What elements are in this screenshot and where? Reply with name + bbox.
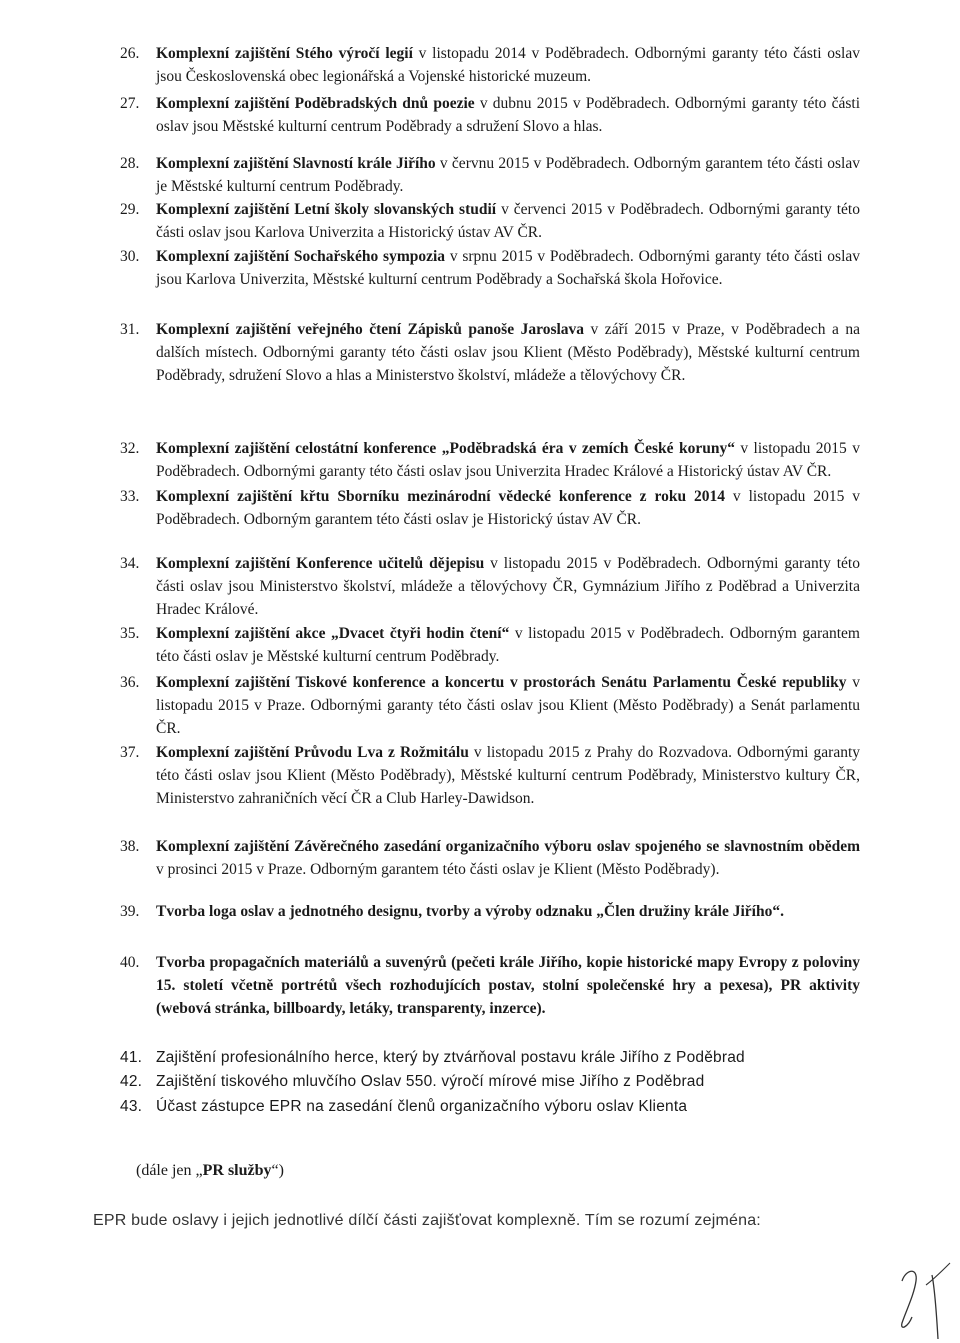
item-text xyxy=(156,671,860,741)
item-number: 33. xyxy=(120,488,140,505)
item-text xyxy=(156,835,860,881)
list-item xyxy=(120,92,860,138)
item-bold-text: Komplexní zajištění akce „Dvacet čtyři hodin čtení“ xyxy=(156,625,510,642)
item-number: 41. xyxy=(120,1049,143,1066)
item-number: 28. xyxy=(120,155,140,172)
item-number: 30. xyxy=(120,248,140,265)
item-number: 26. xyxy=(120,45,140,62)
item-plain-text: v listopadu 2014 v Poděbradech. Odbornými garanty této části oslav jsou Československá obec legionářská a Vojenské historické muzeum. xyxy=(156,45,860,86)
item-text xyxy=(156,552,860,622)
item-bold-text: Komplexní zajištění Sochařského sympozia xyxy=(156,248,446,265)
item-bold-text: Komplexní zajištění Letní školy slovanských studií xyxy=(156,201,497,218)
item-number: 42. xyxy=(120,1073,143,1090)
item-number: 39. xyxy=(120,903,140,920)
item-bold-text: Komplexní zajištění Závěrečného zasedání organizačního výboru oslav spojeného se slavnostním obědem xyxy=(156,838,860,855)
item-plain-text: Zajištění profesionálního herce, který by ztvárňoval postavu krále Jiřího z Poděbrad xyxy=(156,1049,745,1066)
item-text xyxy=(156,92,860,138)
item-number: 38. xyxy=(120,838,140,855)
item-number: 43. xyxy=(120,1098,143,1115)
list-item xyxy=(120,1095,860,1118)
list-item xyxy=(120,835,860,881)
pr-services-note: (dále jen „PR služby“) xyxy=(136,1162,284,1179)
item-plain-text: v září 2015 v Praze, v Poděbradech a na dalších místech. Odbornými garanty této části oslav jsou Klient (Město Poděbrady), Městské kulturní centrum Poděbrady, sdružení Slovo a hlas a Ministerstvo školství, mládeže a tělovýchovy ČR. xyxy=(156,321,860,385)
item-bold-text: Komplexní zajištění celostátní konference „Poděbradská éra v zemích České koruny“ xyxy=(156,440,735,457)
item-bold-text: Komplexní zajištění Tiskové konference a koncertu v prostorách Senátu Parlamentu České republiky xyxy=(156,674,847,691)
item-plain-text: Zajištění tiskového mluvčího Oslav 550. výročí mírové mise Jiřího z Poděbrad xyxy=(156,1073,705,1090)
list-item xyxy=(120,485,860,531)
item-number: 31. xyxy=(120,321,140,338)
item-plain-text: v červnu 2015 v Poděbradech. Odborným garantem této části oslav je Městské kulturní centrum Poděbrady. xyxy=(156,155,860,196)
item-text xyxy=(156,951,860,1021)
item-text xyxy=(156,318,860,388)
item-bold-text: Komplexní zajištění Slavností krále Jiřího xyxy=(156,155,436,172)
list-item xyxy=(120,741,860,811)
item-plain-text: v listopadu 2015 v Poděbradech. Odbornými garanty této části oslav jsou Univerzita Hradec Králové a Historický ústav AV ČR. xyxy=(156,440,860,481)
list-item xyxy=(120,622,860,668)
item-text xyxy=(156,1070,860,1093)
item-bold-text: Komplexní zajištění Poděbradských dnů poezie xyxy=(156,95,475,112)
item-text xyxy=(156,485,860,531)
list-item xyxy=(120,42,860,88)
closing-sentence: EPR bude oslavy i jejich jednotlivé dílčí části zajišťovat komplexně. Tím se rozumí zejména: xyxy=(93,1212,761,1229)
item-text xyxy=(156,741,860,811)
list-item xyxy=(120,198,860,244)
item-bold-text: Komplexní zajištění křtu Sborníku mezinárodní vědecké konference z roku 2014 xyxy=(156,488,725,505)
item-number: 29. xyxy=(120,201,140,218)
item-text xyxy=(156,42,860,88)
item-plain-text: Účast zástupce EPR na zasedání členů organizačního výboru oslav Klienta xyxy=(156,1098,688,1115)
item-number: 32. xyxy=(120,440,140,457)
list-item xyxy=(120,951,860,1021)
item-bold-text: Komplexní zajištění Konference učitelů dějepisu xyxy=(156,555,485,572)
item-plain-text: v listopadu 2015 z Prahy do Rozvadova. Odbornými garanty této části oslav jsou Klient (Město Poděbrady), Městské kulturní centrum Poděbrady, Ministerstvo kultury ČR, Ministerstvo zahraničních věcí ČR a Club Harley-Dawidson. xyxy=(156,744,861,808)
list-item xyxy=(120,318,860,388)
item-plain-text: v listopadu 2015 v Praze. Odbornými garanty této části oslav jsou Klient (Město Poděbrady) a Senát parlamentu ČR. xyxy=(156,674,860,738)
item-bold-text: Tvorba loga oslav a jednotného designu, tvorby a výroby odznaku „Člen družiny krále Jiřího“. xyxy=(156,903,784,920)
item-plain-text: v srpnu 2015 v Poděbradech. Odbornými garanty této části oslav jsou Karlova Univerzita, Městské kulturní centrum Poděbrady a Sochařská škola Hořovice. xyxy=(156,248,861,289)
item-number: 27. xyxy=(120,95,140,112)
list-item xyxy=(120,900,860,923)
item-plain-text: v listopadu 2015 v Poděbradech. Odbornými garanty této části oslav jsou Ministerstvo školství, mládeže a tělovýchovy ČR, Gymnázium Jiřího z Poděbrad a Univerzita Hradec Králové. xyxy=(156,555,860,619)
list-item xyxy=(120,437,860,483)
list-item xyxy=(120,671,860,741)
item-text xyxy=(156,1046,860,1069)
item-number: 37. xyxy=(120,744,140,761)
list-item xyxy=(120,152,860,198)
item-number: 35. xyxy=(120,625,140,642)
item-text xyxy=(156,1095,860,1118)
item-plain-text: v listopadu 2015 v Poděbradech. Odborným garantem této části oslav je Městské kulturní centrum Poděbrady. xyxy=(156,625,860,666)
item-text xyxy=(156,437,860,483)
list-item xyxy=(120,1046,860,1069)
item-number: 40. xyxy=(120,954,140,971)
handwritten-initials-signature xyxy=(880,1255,960,1343)
item-plain-text: v listopadu 2015 v Poděbradech. Odborným garantem této části oslav je Historický ústav AV ČR. xyxy=(156,488,860,529)
item-bold-text: Tvorba propagačních materiálů a suvenýrů (pečeti krále Jiřího, kopie historické mapy Evropy z poloviny 15. století včetně portrétů všech rozhodujících postav, stolní společenské hry a pexesa), PR aktivity (webová stránka, billboardy, letáky, transparenty, inzerce). xyxy=(156,954,860,1018)
item-text xyxy=(156,198,860,244)
item-plain-text: v prosinci 2015 v Praze. Odborným garantem této části oslav je Klient (Město Poděbrady). xyxy=(156,861,720,879)
item-plain-text: v dubnu 2015 v Poděbradech. Odbornými garanty této části oslav jsou Městské kulturní centrum Poděbrady a sdružení Slovo a hlas. xyxy=(156,95,860,136)
item-bold-text: Komplexní zajištění Průvodu Lva z Rožmitálu xyxy=(156,744,469,761)
item-text xyxy=(156,622,860,668)
list-item xyxy=(120,1070,860,1093)
item-text xyxy=(156,900,860,923)
item-text xyxy=(156,152,860,198)
item-number: 36. xyxy=(120,674,140,691)
item-plain-text: v červenci 2015 v Poděbradech. Odbornými garanty této části oslav jsou Karlova Univerzita a Historický ústav AV ČR. xyxy=(156,201,860,242)
item-bold-text: Komplexní zajištění veřejného čtení Zápisků panoše Jaroslava xyxy=(156,321,585,338)
list-item xyxy=(120,245,860,291)
item-text xyxy=(156,245,860,291)
list-item xyxy=(120,552,860,622)
item-number: 34. xyxy=(120,555,140,572)
item-bold-text: Komplexní zajištění Stého výročí legií xyxy=(156,45,413,62)
